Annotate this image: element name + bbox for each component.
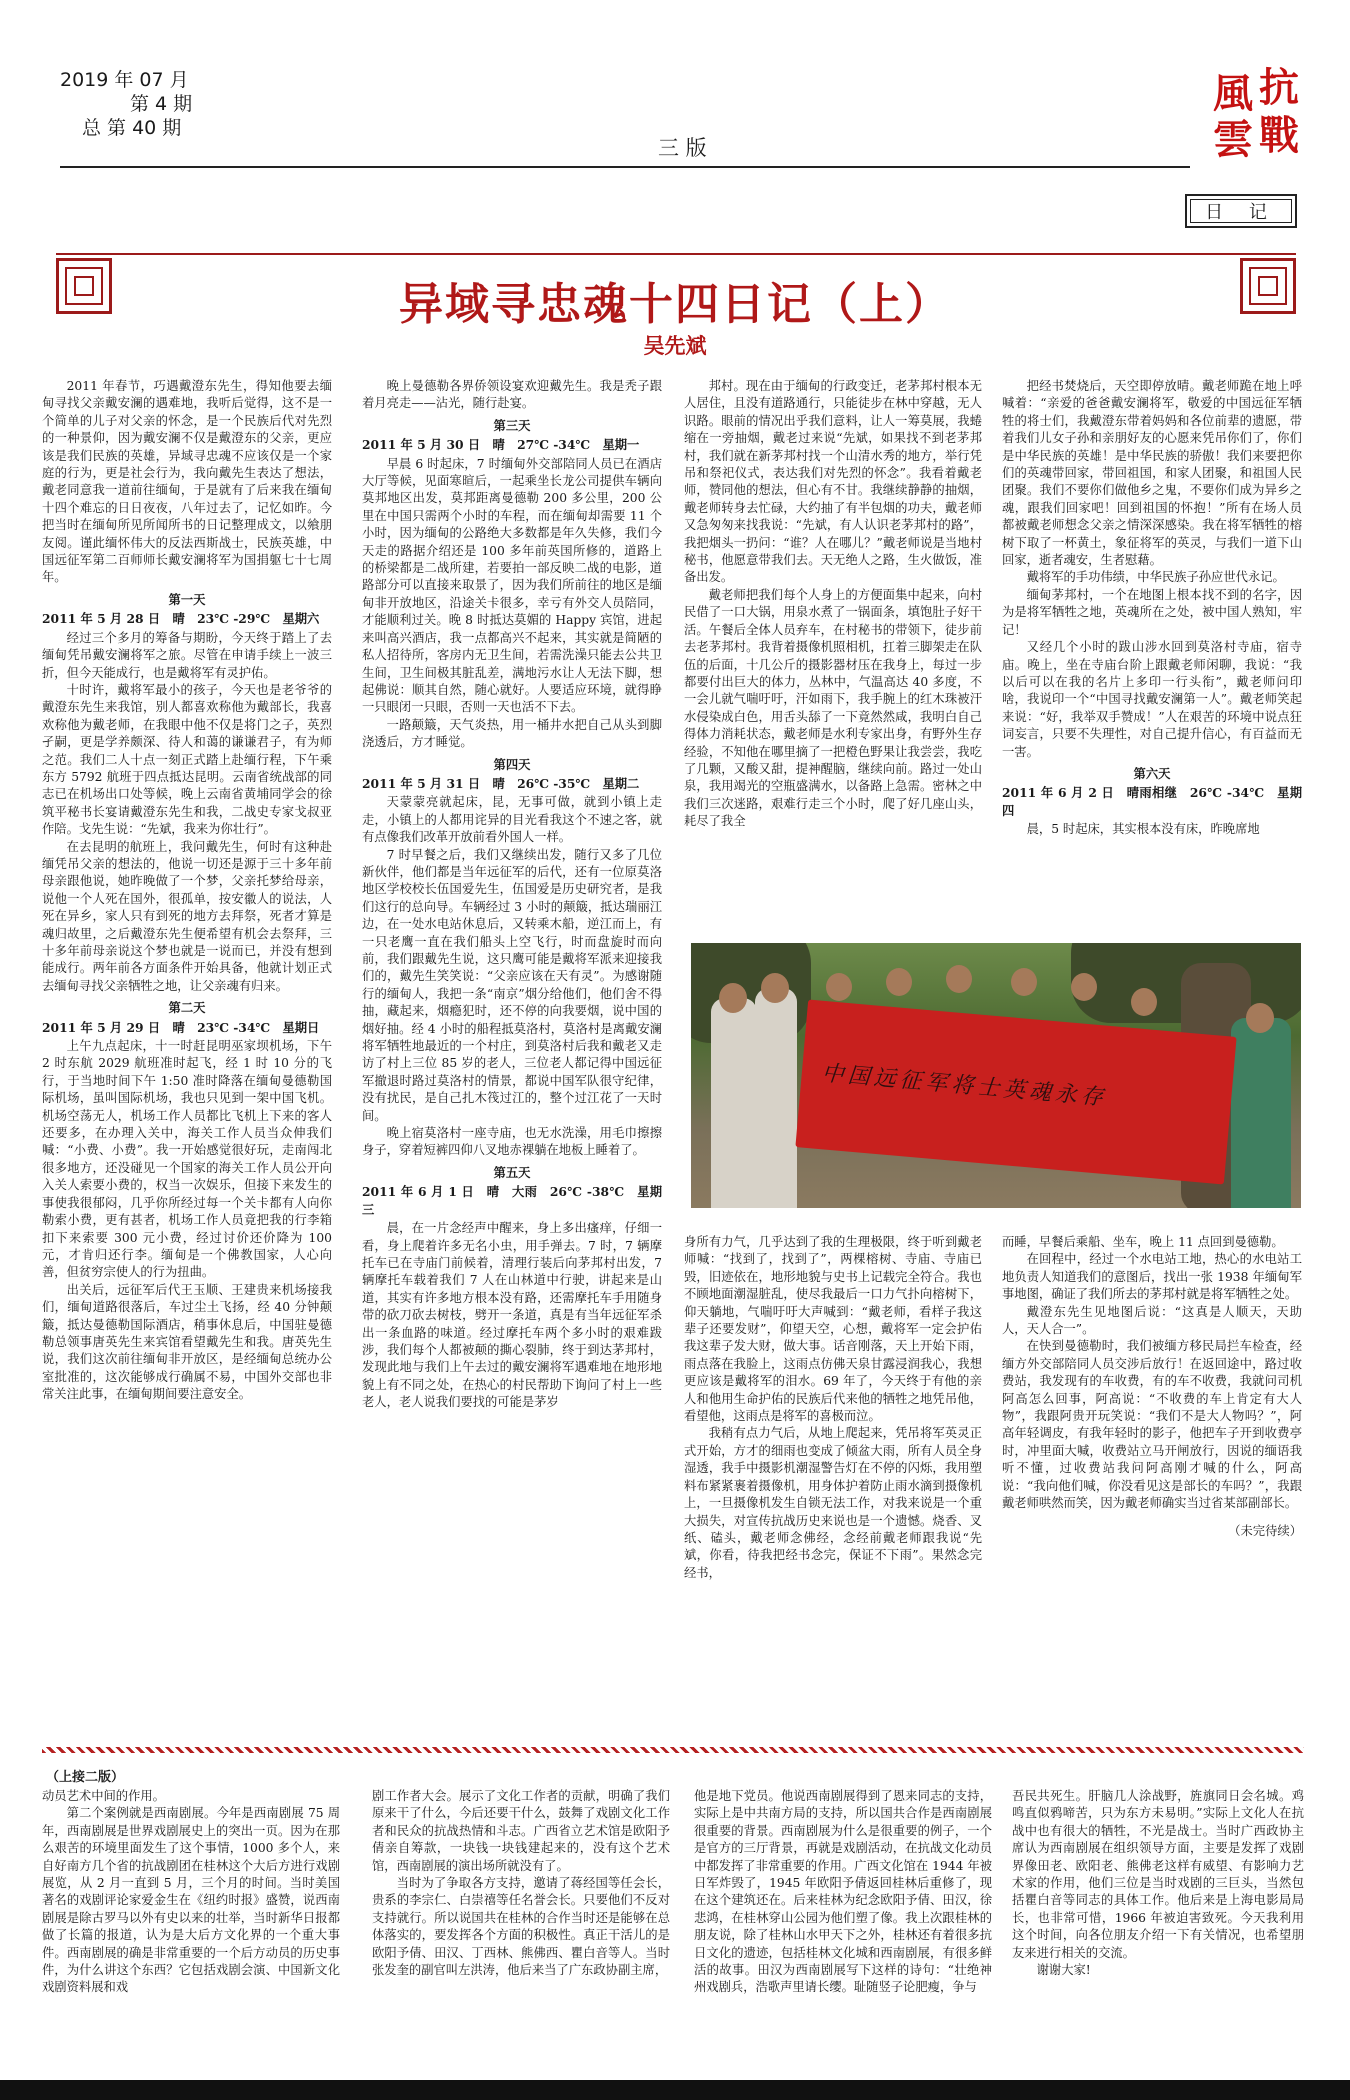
paragraph: 谢谢大家! xyxy=(1036,1963,1091,1978)
photo-person-head xyxy=(1246,1003,1274,1033)
day-dateline: 2011 年 6 月 2 日 晴雨相继 26℃ -34℃ 星期四 xyxy=(1002,785,1302,818)
paragraph: 剧工作者大会。展示了文化工作者的贡献，明确了我们原来干了什么，今后还要干什么，鼓舞了戏剧文化工作者和民众的抗战热情和斗志。广西省立艺术馆是欧阳予倩亲自筹款，一块钱一块钱建起来的，没有这个艺术馆，西南剧展的演出场所就没有了。 xyxy=(372,1789,670,1873)
photo-person-head xyxy=(826,973,852,1001)
paragraph: 天蒙蒙亮就起床，昆，无事可做，就到小镇上走走，小镇上的人都用诧异的目光看我这个不速之客，就有点像我们改革开放前看外国人一样。 xyxy=(362,795,662,845)
paragraph: 把经书焚烧后，天空即停放晴。戴老师跪在地上呼喊着：“亲爱的爸爸戴安澜将军，敬爱的中国远征军牺牲的将士们，我戴澄东带着妈妈和各位前辈的遗愿，带着我们儿女子孙和亲朋好友的心愿来凭吊你们了，你们是中华民族的英雄！是中华民族的骄傲！我们来要把你们的英魂带回家，带回祖国，和家人团聚，和祖国人民团聚。我们不要你们做他乡之鬼，不要你们成为异乡之魂，跟我们回家吧！回到祖国的怀抱！”所有在场人员都被戴老师想念父亲之情深深感染。我在将军牺牲的榕树下取了一杯黄土，象征将军的英灵，与我们一道下山回家，逝者魂安，生者慰藉。 xyxy=(1002,379,1302,568)
paragraph: 一路颠簸，天气炎热，用一桶井水把自己从头到脚浇透后，方才睡觉。 xyxy=(362,717,662,750)
paragraph: 动员艺术中间的作用。 xyxy=(42,1789,165,1803)
paragraph: 出关后，远征军后代王玉顺、王建贵来机场接我们，缅甸道路很落后，车过尘土飞扬，经 40 分钟颠簸，抵达曼德勒国际酒店，稍事休息后，中国驻曼德勒总领事唐英先生来宾馆看望戴先生和我。唐英先生说，我们这次前往缅甸非开放区，是经缅甸总统办公室批准的，这次能够成行确属不易，中国外交部也非常关注此事，在缅甸期间要注意安全。 xyxy=(42,1282,332,1402)
paragraph: 吾民共死生。肝脑几人涂战野，旌旗同日会名城。鸡鸣直似鸦啼苦，只为东方未易明。”实际上文化人在抗战中也有很大的牺牲，不光是战士。当时广西政协主席认为西南剧展在组织领导方面，主要是发挥了戏剧界像田老、欧阳老、熊佛老这样有威望、有影响力艺术家的作用，他们三位是当时戏剧的三巨头，当然包括瞿白音等同志的具体工作。他后来是上海电影局局长，也非常可惜，1966 年被迫害致死。今天我利用这个时间，向各位朋友介绍一下有关情况，也希望朋友来进行相关的交流。 xyxy=(1012,1789,1304,1960)
issue-number: 第 4 期 xyxy=(130,93,193,115)
day-heading: 第四天 xyxy=(493,756,531,772)
logo-char-1: 抗 xyxy=(1259,64,1299,111)
logo-char-2: 戰 xyxy=(1259,112,1299,159)
fret-ornament-left xyxy=(56,258,112,314)
paragraph: 而睡，早餐后乘船、坐车，晚上 11 点回到曼德勒。 xyxy=(1002,1235,1284,1249)
paragraph: 晨，5 时起床，其实根本没有床，昨晚席地 xyxy=(1026,822,1260,837)
photo-person-head xyxy=(719,983,747,1013)
header-rule xyxy=(60,166,1190,168)
day-dateline: 2011 年 5 月 30 日 晴 27℃ -34℃ 星期一 xyxy=(362,437,640,453)
paragraph: 他是地下党员。他说西南剧展得到了恩来同志的支持，实际上是中共南方局的支持，所以国共合作是西南剧展很重要的背景。西南剧展为什么是很重要的例子，一个是官方的三厅背景，再就是戏剧活动，在抗战文化动员中都发挥了非常重要的作用。广西文化馆在 1944 年被日军炸毁了，1945 年欧阳予倩返回桂林后重修了，现在这个建筑还在。后来桂林为纪念欧阳予倩、田汉，徐悲鸿，在桂林穿山公园为他们塑了像。我上次跟桂林的朋友说，除了桂林山水甲天下之外，桂林还有着很多抗日文化的遗迹，包括桂林文化城和西南剧展，有很多鲜活的故事。田汉为西南剧展写下这样的诗句：“壮绝神州戏剧兵，浩歌声里请长缨。耻随竖子论肥瘦，争与 xyxy=(694,1789,992,1995)
photo-person xyxy=(755,988,797,1208)
banner-text: 中国远征军将士英魂永存 xyxy=(820,1061,1108,1111)
memorial-banner xyxy=(795,1000,1236,1185)
article-column-3-continued xyxy=(684,1234,982,1582)
paragraph: 邦村。现在由于缅甸的行政变迁，老茅邦村根本无人居住，且没有道路通行，只能徒步在林中穿越，无人识路。眼前的情况出乎我们意料，让人一筹莫展，我蜷缩在一旁抽烟，戴老过来说“先斌，如果找不到老茅邦村，我们就在新茅邦村找一个山清水秀的地方，举行凭吊和祭祀仪式，表达我们对先烈的怀念”。我看着戴老师，赞同他的想法，但心有不甘。我继续静静的抽烟，戴老师转身去忙碌，大约抽了有半包烟的功夫，戴老师又急匆匆来找我说：“先斌，有人认识老茅邦村的路”，我把烟头一扔问：“谁？人在哪儿？”戴老师说是当地村秘书，他愿意带我们去。天无绝人之路，生火做饭，准备出发。 xyxy=(684,379,982,585)
photo-person-head xyxy=(946,965,972,993)
photo-person xyxy=(1231,1018,1291,1208)
article-column-4 xyxy=(1002,378,1302,839)
logo-char-4: 雲 xyxy=(1213,116,1253,163)
paragraph: 在回程中，经过一个水电站工地，热心的水电站工地负责人知道我们的意图后，找出一张 1938 年缅甸军事地图，确证了我们所去的茅邦村就是将军牺牲之处。 xyxy=(1002,1252,1302,1302)
paragraph: 第二个案例就是西南剧展。今年是西南剧展 75 周年，西南剧展是世界戏剧展史上的突出一页。因为在那么艰苦的环境里面发生了这个事情，1000 多个人，来自好南方几个省的抗战剧团在桂林这个大后方进行戏剧展览，从 2 月一直到 5 月，三个月的时间。当时美国著名的戏剧评论家爱金生在《纽约时报》盛赞，说西南剧展是除古罗马以外有史以来的壮举，当时新华日报都做了长篇的报道，认为是大后方文化界的一个重大事件。西南剧展的确是非常重要的一个后方动员的历史事件，为什么讲这个东西？它包括戏剧会演、中国新文化戏剧资料展和戏 xyxy=(42,1806,340,1995)
continuation-column-1 xyxy=(42,1788,340,1997)
photo-person-head xyxy=(761,973,789,1003)
masthead xyxy=(60,64,1300,168)
article-author: 吴先斌 xyxy=(643,334,707,358)
continuation-column-2 xyxy=(372,1788,670,1979)
decorative-divider xyxy=(42,1742,1304,1758)
paragraph: 晚上宿莫洛村一座寺庙，也无水洗澡，用毛巾擦擦身子，穿着短裤四仰八叉地赤裸躺在地板上睡着了。 xyxy=(362,1126,662,1158)
paragraph: 戴将军的手功伟绩，中华民族子孙应世代永记。 xyxy=(1026,570,1285,585)
title-frame-rule xyxy=(56,253,1296,255)
section-tag: 日 记 xyxy=(1185,194,1297,228)
paragraph: 上午九点起床，十一时赶昆明巫家坝机场，下午 2 时东航 2029 航班准时起飞，经 1 时 10 分的飞行，于当地时间下午 1:50 准时降落在缅甸曼德勒国际机场，虽叫国际机场，我也只见到一架中国飞机。机场空荡无人，机场工作人员都比飞机上下来的客人还要多，在办理入关中，海关工作人员当众伸我们喊：“小费、小费”。我一开始感觉很好玩，走南闯北很多地方，还没碰见一个国家的海关工作人员公开向入关人索要小费的，权当一次娱乐，但接下来发生的事使我很郁闷，几乎你所经过每一个关卡都有人向你勒索小费，更有甚者，机场工作人员竟把我的行李箱扣下来索要 300 元小费，经过讨价还价降为 100 元，才肯归还行李。缅甸是一个佛教国家，人心向善，但贫穷宗使人的行为扭曲。 xyxy=(42,1039,332,1280)
day-heading: 第三天 xyxy=(493,417,531,433)
paragraph: 十时许，戴将军最小的孩子，今天也是老爷爷的戴澄东先生来我馆，别人都喜欢称他为戴部长，我喜欢称他为戴老师，在我眼中他不仅是将门之子，英烈孑嗣，更是学养颇深、待人和蔼的谦谦君子，有为师之范。我们二人十点一刻正式踏上赴缅行程，下午乘东方 5792 航班于四点抵达昆明。云南省统战部的同志已在机场出口处等候，晚上云南省黄埔同学会的徐筑平秘书长宴请戴澄东先生和我，二战史专家戈叔亚作陪。戈先生说：“先斌，我来为你壮行”。 xyxy=(42,682,332,837)
article-title: 异域寻忠魂十四日记（上） xyxy=(399,279,951,330)
newspaper-logo xyxy=(1213,66,1305,166)
day-heading: 第六天 xyxy=(1133,765,1171,781)
continuation-column-4 xyxy=(1012,1788,1304,1979)
article-column-1 xyxy=(42,378,332,1404)
paragraph: 早晨 6 时起床，7 时缅甸外交部陪同人员已在酒店大厅等候，见面寒暄后，一起乘坐长龙公司提供车辆向莫邦地区出发，莫邦距离曼德勒 200 多公里，200 公里在中国只需两个小时的车程，而在缅甸却需要 11 个小时，因为缅甸的公路绝大多数都是年久失修，我们今天走的路据介绍还是 100 多年前英国所修的，道路上的桥梁都是二战所建，若要拍一部反映二战的电影，道路部分可以直接来取景了，因为我们所前往的地区是缅甸非开放地区，沿途关卡很多，幸亏有外交人员陪同，才能顺利过关。晚 8 时抵达莫媚的 Happy 宾馆，进起来叫高兴酒店，我一点都高兴不起来，其实就是简陋的私人招待所，客房内无卫生间，若需洗澡只能去公共卫生间，卫生间极其脏乱差，满地污水让人无法下脚，想起佛说：顺其自然，随心就好。人要适应环境，就得睁一只眼闭一只眼，否则一天也活不下去。 xyxy=(362,456,662,715)
issue-date-block xyxy=(60,68,192,140)
photo-person-head xyxy=(886,968,912,996)
article-column-2 xyxy=(362,378,662,1412)
to-be-continued: （未完待续） xyxy=(1228,1523,1302,1538)
photo-person-head xyxy=(1071,973,1097,1001)
group-photo-with-banner xyxy=(691,943,1301,1208)
paragraph: 身所有力气，几乎达到了我的生理极限，终于听到戴老师喊：“找到了，找到了”，两棵榕树、寺庙、寺庙已毁，旧迹依在，地形地貌与史书上记载完全符合。我也不顾地面潮湿脏乱，使尽我最后一口力气扑向榕树下，仰天躺地，气喘吁吁大声喊到：“戴老师，看样子我这辈子还要发财”，仰望天空，心想，戴将军一定会护佑我这辈子发大财，做大事。话音刚落，天上开始下雨，雨点落在我脸上，这雨点仿佛天泉甘露浸润我心，我想更应该是戴将军的泪水。69 年了，今天终于有他的亲人和他用生命护佑的民族后代来他的牺牲之地凭吊他，看望他，这雨点是将军的喜极而泣。 xyxy=(684,1235,982,1424)
logo-char-3: 風 xyxy=(1213,70,1253,117)
paragraph: 7 时早餐之后，我们又继续出发，随行又多了几位新伙伴，他们都是当年远征军的后代，还有一位原莫洛地区学校校长伍国爱先生，伍国爱是历史研究者，是我们这行的总向导。车辆经过 3 小时的颠簸，抵达瑞丽江边，在一处水电站休息后，又转乘木船，逆江而上，有一只老鹰一直在我们船头上空飞行，时而盘旋时而向前，我们跟戴先生说，这只鹰可能是戴将军派来迎接我们的，戴先生笑笑说：“父亲应该在天有灵”。为感谢随行的缅甸人，我把一条“南京”烟分给他们，他们舍不得抽，藏起来，烟瘾犯时，还不停的向我要烟，说中国的烟好抽。经 4 小时的船程抵莫洛村，莫洛村是离戴安澜将军牺牲地最近的一个村庄，到莫洛村后我和戴老又走访了村上三位 85 岁的老人，三位老人都记得中国远征军撤退时路过莫洛村的情景，都说中国军队很守纪律，没有扰民，是自己扎木筏过江的，整个过江花了一天时间。 xyxy=(362,847,662,1123)
paragraph: 经过三个多月的筹备与期盼，今天终于踏上了去缅甸凭吊戴安澜将军之旅。尽管在申请手续上一波三折，但今天能成行，也是戴将军有灵护佑。 xyxy=(42,630,332,680)
day-heading: 第五天 xyxy=(493,1164,531,1180)
article-column-4-continued xyxy=(1002,1234,1302,1540)
day-dateline: 2011 年 5 月 31 日 晴 26℃ -35℃ 星期二 xyxy=(362,775,640,791)
continuation-label: （上接二版） xyxy=(46,1770,125,1785)
paragraph: 2011 年春节，巧遇戴澄东先生，得知他要去缅甸寻找父亲戴安澜的遇难地，我听后觉得，这不是一个简单的儿子对父亲的怀念，是一个民族后代对先烈的一种景仰，因为戴安澜不仅是戴澄东的父亲，更应该是我们民族的英雄，异域寻忠魂不应该仅是一个家庭的行为，更是社会行为，我向戴先生表达了想法，戴老同意我一道前往缅甸，于是就有了后来我在缅甸十四个难忘的日日夜夜，八年过去了，记忆如昨。今把当时在缅甸所见所闻所书的日记整理成文，以飨朋友阅。谨此缅怀伟大的反法西斯战士，民族英雄，中国远征军第二百师师长戴安澜将军为国捐躯七十七周年。 xyxy=(42,379,332,585)
paragraph: 在去昆明的航班上，我问戴先生，何时有这种赴缅凭吊父亲的想法的，他说一切还是源于三十多年前母亲跟他说，她昨晚做了一个梦，父亲托梦给母亲，说他一个人死在国外，很孤单，按安徽人的说法，人死在异乡，家人只有到死的地方去拜祭，死者才算是魂归故里，之后戴澄东先生便希望有机会去祭拜，三十多年前母亲说这个梦也就是一说而已，并没有想到能成行。两年前各方面条件开始具备，他就计划正式去缅甸寻找父亲牺牲之地，让父亲魂有归来。 xyxy=(42,839,332,993)
article-column-3 xyxy=(684,378,982,831)
day-dateline: 2011 年 6 月 1 日 晴 大雨 26℃ -38℃ 星期三 xyxy=(362,1184,662,1217)
fret-ornament-right xyxy=(1240,258,1296,314)
page-label: 三 版 xyxy=(658,136,707,160)
day-heading: 第一天 xyxy=(168,591,206,607)
photo-person-head xyxy=(1011,968,1037,996)
paragraph: 晨，在一片念经声中醒来，身上多出瘙痒，仔细一看，身上爬着许多无名小虫，用手弹去。7 时，7 辆摩托车已在寺庙门前候着，清理行装后向茅邦村出发，7 辆摩托车载着我们 7 人在山林道中行驶，讲起来是山道，其实有许多地方根本没有路，还需摩托车手用随身带的砍刀砍去树枝，劈开一条道，真是有当年远征军杀出一条血路的味道。经过摩托车两个多小时的艰难跋涉，我们每个人都被颠的撕心裂肺，终于到达茅邦村，发现此地与我们上午去过的戴安澜将军遇难地在地形地貌上有不同之处，在热心的村民帮助下询问了村上一些老人，老人说我们要找的可能是茅岁 xyxy=(362,1221,662,1410)
footer-bar xyxy=(0,2080,1350,2100)
paragraph: 缅甸茅邦村，一个在地图上根本找不到的名字，因为是将军牺牲之地，英魂所在之处，被中国人熟知，牢记！ xyxy=(1002,587,1302,637)
paragraph: 又经几个小时的跋山涉水回到莫洛村寺庙，宿寺庙。晚上，坐在寺庙台阶上跟戴老师闲聊，我说：“我以后可以在我的名片上多印一行头衔”，戴老师问印啥，我说印一个“中国寻找戴安澜第一人”。戴老师笑起来说：“好，我举双手赞成！”人在艰苦的环境中说点狂词妄言，只要不失理性，对自己提升信心，有百益而无一害。 xyxy=(1002,640,1302,759)
photo-person xyxy=(711,998,757,1208)
day-dateline: 2011 年 5 月 28 日 晴 23℃ -29℃ 星期六 xyxy=(42,611,320,627)
day-heading: 第二天 xyxy=(168,1000,206,1016)
photo-person-head xyxy=(1131,988,1157,1016)
paragraph: 戴老师把我们每个人身上的方便面集中起来，向村民借了一口大锅，用泉水煮了一锅面条，填饱肚子好干活。午餐后全体人员弃车，在村秘书的带领下，徒步前去老茅邦村。我背着摄像机照相机，扛着三脚架走在队伍的后面，十几公斤的摄影器材压在我身上，每过一步都要付出巨大的体力，丛林中，气温高达 40 多度，不一会儿就气喘吁吁，汗如雨下，我手腕上的红木珠被汗水侵染成白色，用舌头舔了一下竟然然咸，我明白自己得体力消耗状态，戴老师是水利专家出身，有野外生存经验，不知他在哪里摘了一把橙色野果让我尝尝，我吃了几颗，又酸又甜，提神醒脑，继续向前。路过一处山泉，我用竭光的空瓶盛满水，以备路上急需。密林之中我们三次迷路，艰难行走三个小时，爬了好几座山头，耗尽了我全 xyxy=(684,587,982,829)
issue-total: 总 第 40 期 xyxy=(82,117,182,139)
paragraph: 在快到曼德勒时，我们被缅方移民局拦车检查，经缅方外交部陪同人员交涉后放行！在返回途中，路过收费站，我发现有的车收费，有的车不收费，我就问司机阿高怎么回事，阿高说：“不收费的车上肯定有大人物”，我跟阿贵开玩笑说：“我们不是大人物吗？”，阿高年轻调皮，有我年轻时的影子，他把车子开到收费亭时，冲里面大喊，收费站立马开闸放行，因说的缅语我听不懂，过收费站我问阿高刚才喊的什么，阿高说：“我向他们喊，你没看见这是部长的车吗？”，我跟戴老师哄然而笑，因为戴老师确实当过省某部副部长。 xyxy=(1002,1339,1302,1511)
issue-date: 2019 年 07 月 xyxy=(60,69,189,91)
continuation-column-3 xyxy=(694,1788,992,1997)
paragraph: 当时为了争取各方支持，邀请了蒋经国等任会长，贵系的李宗仁、白崇禧等任名誉会长。只要他们不反对支持就行。所以说国共在桂林的合作当时还是能够在总体落实的，要发挥各个方面的积极性。真正干活儿的是欧阳予倩、田汉、丁西林、熊佛西、瞿白音等人。当时张发奎的副官叫左洪涛，他后来当了广东政协副主席， xyxy=(372,1876,670,1978)
day-dateline: 2011 年 5 月 29 日 晴 23℃ -34℃ 星期日 xyxy=(42,1019,320,1035)
paragraph: 我稍有点力气后，从地上爬起来，凭吊将军英灵正式开始，方才的细雨也变成了倾盆大雨，所有人员全身湿透，我手中摄影机潮湿警告灯在不停的闪烁，我用塑料布紧紧裹着摄像机，用身体护着防止雨水滴到摄像机上，一旦摄像机发生自锁无法工作，对我来说是一个重大损失，对宣传抗战历史来说也是一个遗憾。烧香、叉纸、磕头，戴老师念佛经，念经前戴老师跟我说“先斌，你看，待我把经书念完，保证不下雨”。果然念完经书， xyxy=(684,1426,982,1580)
paragraph: 晚上曼德勒各界侨领设宴欢迎戴先生。我是秃子跟着月亮走——沾光，随行赴宴。 xyxy=(362,379,662,411)
paragraph: 戴澄东先生见地图后说：“这真是人顺天，天助人，天人合一”。 xyxy=(1002,1304,1302,1337)
